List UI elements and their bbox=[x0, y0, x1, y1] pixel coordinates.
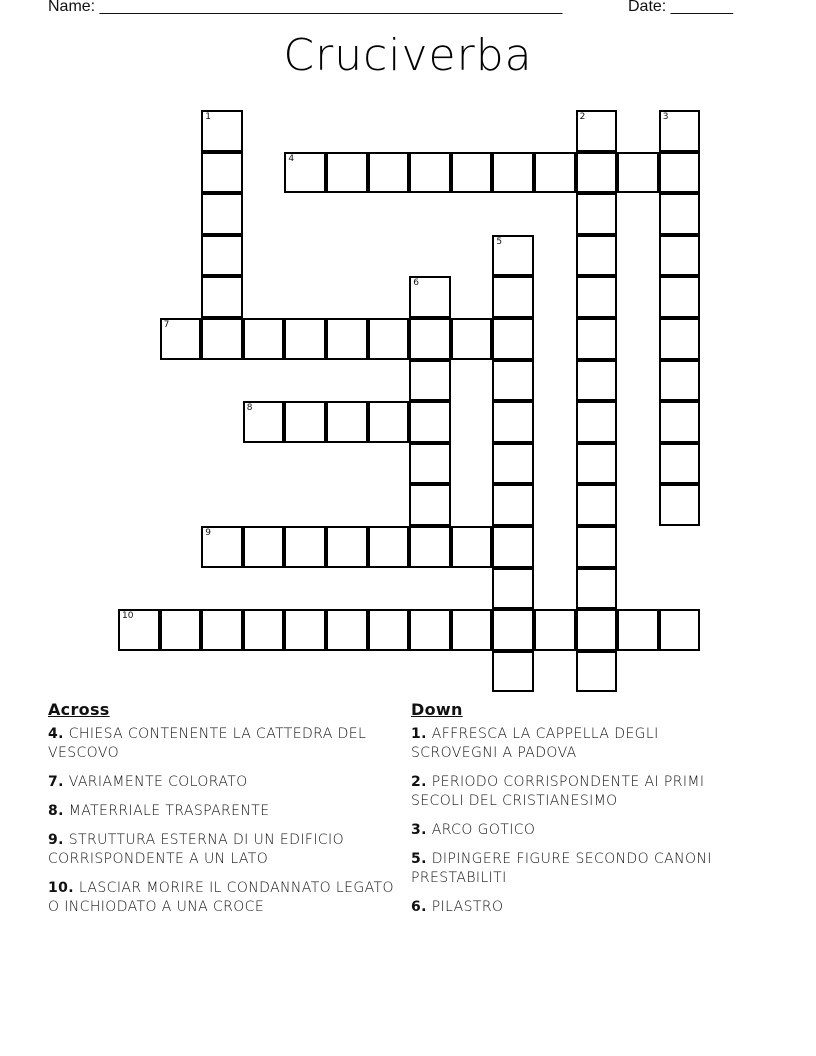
grid-cell[interactable] bbox=[409, 443, 451, 485]
grid-cell[interactable] bbox=[492, 484, 534, 526]
clue-number: 4 bbox=[288, 153, 295, 164]
grid-cell[interactable] bbox=[201, 235, 243, 277]
grid-cell[interactable] bbox=[368, 609, 410, 651]
grid-cell[interactable] bbox=[576, 276, 618, 318]
clue-down-3: 3. ARCO GOTICO bbox=[411, 822, 536, 838]
grid-cell[interactable] bbox=[243, 401, 285, 443]
grid-cell[interactable] bbox=[201, 609, 243, 651]
grid-cell[interactable] bbox=[659, 443, 701, 485]
grid-cell[interactable] bbox=[451, 318, 493, 360]
grid-cell[interactable] bbox=[243, 318, 285, 360]
grid-cell[interactable] bbox=[492, 651, 534, 693]
grid-cell[interactable] bbox=[659, 235, 701, 277]
grid-cell[interactable] bbox=[659, 152, 701, 194]
clue-across-8: 8. MATERRIALE TRASPARENTE bbox=[48, 803, 270, 819]
grid-cell[interactable] bbox=[659, 276, 701, 318]
grid-cell[interactable] bbox=[576, 110, 618, 152]
name-field[interactable]: Name: ____________________________________________________ bbox=[48, 0, 563, 15]
grid-cell[interactable] bbox=[576, 526, 618, 568]
grid-cell[interactable] bbox=[409, 360, 451, 402]
grid-cell[interactable] bbox=[243, 609, 285, 651]
grid-cell[interactable] bbox=[284, 609, 326, 651]
grid-cell[interactable] bbox=[201, 318, 243, 360]
clue-down-5: 5. DIPINGERE FIGURE SECONDO CANONI PRESTABILITI bbox=[411, 851, 712, 886]
grid-cell[interactable] bbox=[201, 526, 243, 568]
grid-cell[interactable] bbox=[409, 276, 451, 318]
clue-across-10: 10. LASCIAR MORIRE IL CONDANNATO LEGATO O INCHIODATO A UNA CROCE bbox=[48, 880, 394, 915]
grid-cell[interactable] bbox=[326, 318, 368, 360]
grid-cell[interactable] bbox=[659, 193, 701, 235]
grid-cell[interactable] bbox=[659, 318, 701, 360]
grid-cell[interactable] bbox=[659, 609, 701, 651]
down-clues bbox=[411, 700, 731, 927]
grid-cell[interactable] bbox=[118, 609, 160, 651]
grid-cell[interactable] bbox=[409, 318, 451, 360]
clue-down-2: 2. PERIODO CORRISPONDENTE AI PRIMI SECOLI DEL CRISTIANESIMO bbox=[411, 774, 705, 809]
grid-cell[interactable] bbox=[243, 526, 285, 568]
grid-cell[interactable] bbox=[576, 609, 618, 651]
grid-cell[interactable] bbox=[201, 193, 243, 235]
grid-cell[interactable] bbox=[451, 609, 493, 651]
grid-cell[interactable] bbox=[576, 443, 618, 485]
grid-cell[interactable] bbox=[492, 609, 534, 651]
grid-cell[interactable] bbox=[409, 526, 451, 568]
across-clues bbox=[48, 700, 403, 927]
clue-across-7: 7. VARIAMENTE COLORATO bbox=[48, 774, 248, 790]
clue-down-1: 1. AFFRESCA LA CAPPELLA DEGLI SCROVEGNI A PADOVA bbox=[411, 726, 659, 761]
grid-cell[interactable] bbox=[409, 401, 451, 443]
clue-down-6: 6. PILASTRO bbox=[411, 899, 504, 915]
grid-cell[interactable] bbox=[576, 318, 618, 360]
clue-number: 6 bbox=[413, 278, 419, 289]
grid-cell[interactable] bbox=[201, 110, 243, 152]
grid-cell[interactable] bbox=[492, 568, 534, 610]
grid-cell[interactable] bbox=[492, 443, 534, 485]
grid-cell[interactable] bbox=[368, 401, 410, 443]
grid-cell[interactable] bbox=[576, 568, 618, 610]
grid-cell[interactable] bbox=[576, 235, 618, 277]
grid-cell[interactable] bbox=[201, 152, 243, 194]
grid-cell[interactable] bbox=[368, 318, 410, 360]
clue-number: 7 bbox=[163, 320, 170, 330]
grid-cell[interactable] bbox=[617, 609, 659, 651]
clue-number: 2 bbox=[579, 112, 586, 122]
grid-cell[interactable] bbox=[409, 484, 451, 526]
grid-cell[interactable] bbox=[451, 526, 493, 568]
grid-cell[interactable] bbox=[492, 360, 534, 402]
grid-cell[interactable] bbox=[284, 401, 326, 443]
grid-cell[interactable] bbox=[534, 609, 576, 651]
grid-cell[interactable] bbox=[617, 152, 659, 194]
grid-cell[interactable] bbox=[368, 152, 410, 194]
clue-across-4: 4. CHIESA CONTENENTE LA CATTEDRA DEL VESCOVO bbox=[48, 726, 367, 761]
clue-number: 9 bbox=[205, 528, 211, 538]
grid-cell[interactable] bbox=[576, 484, 618, 526]
grid-cell[interactable] bbox=[284, 526, 326, 568]
clue-number: 3 bbox=[662, 112, 669, 122]
clue-number: 8 bbox=[246, 403, 253, 414]
grid-cell[interactable] bbox=[284, 318, 326, 360]
grid-cell[interactable] bbox=[160, 318, 202, 360]
grid-cell[interactable] bbox=[576, 651, 618, 693]
across-heading: Across bbox=[48, 700, 110, 719]
grid-cell[interactable] bbox=[534, 152, 576, 194]
date-field[interactable]: Date: _______ bbox=[628, 0, 733, 15]
grid-cell[interactable] bbox=[576, 193, 618, 235]
grid-cell[interactable] bbox=[409, 609, 451, 651]
page-title: Cruciverba bbox=[283, 30, 533, 81]
grid-cell[interactable] bbox=[492, 318, 534, 360]
clue-number: 1 bbox=[205, 112, 211, 122]
grid-cell[interactable] bbox=[659, 360, 701, 402]
grid-cell[interactable] bbox=[326, 401, 368, 443]
clue-number: 5 bbox=[496, 236, 503, 247]
clue-across-9: 9. STRUTTURA ESTERNA DI UN EDIFICIO CORRISPONDENTE A UN LATO bbox=[48, 832, 344, 867]
down-heading: Down bbox=[411, 700, 463, 719]
grid-cell[interactable] bbox=[492, 235, 534, 277]
grid-cell[interactable] bbox=[576, 401, 618, 443]
grid-cell[interactable] bbox=[659, 484, 701, 526]
grid-cell[interactable] bbox=[492, 526, 534, 568]
grid-cell[interactable] bbox=[326, 526, 368, 568]
grid-cell[interactable] bbox=[576, 360, 618, 402]
grid-cell[interactable] bbox=[659, 401, 701, 443]
grid-cell[interactable] bbox=[492, 276, 534, 318]
grid-cell[interactable] bbox=[326, 609, 368, 651]
grid-cell[interactable] bbox=[451, 152, 493, 194]
grid-cell[interactable] bbox=[284, 152, 326, 194]
clue-number: 10 bbox=[122, 611, 134, 622]
grid-cell[interactable] bbox=[160, 609, 202, 651]
grid-cell[interactable] bbox=[576, 152, 618, 194]
grid-cell[interactable] bbox=[201, 276, 243, 318]
grid-cell[interactable] bbox=[409, 152, 451, 194]
grid-cell[interactable] bbox=[368, 526, 410, 568]
grid-cell[interactable] bbox=[659, 110, 701, 152]
grid-cell[interactable] bbox=[326, 152, 368, 194]
grid-cell[interactable] bbox=[492, 401, 534, 443]
grid-cell[interactable] bbox=[492, 152, 534, 194]
